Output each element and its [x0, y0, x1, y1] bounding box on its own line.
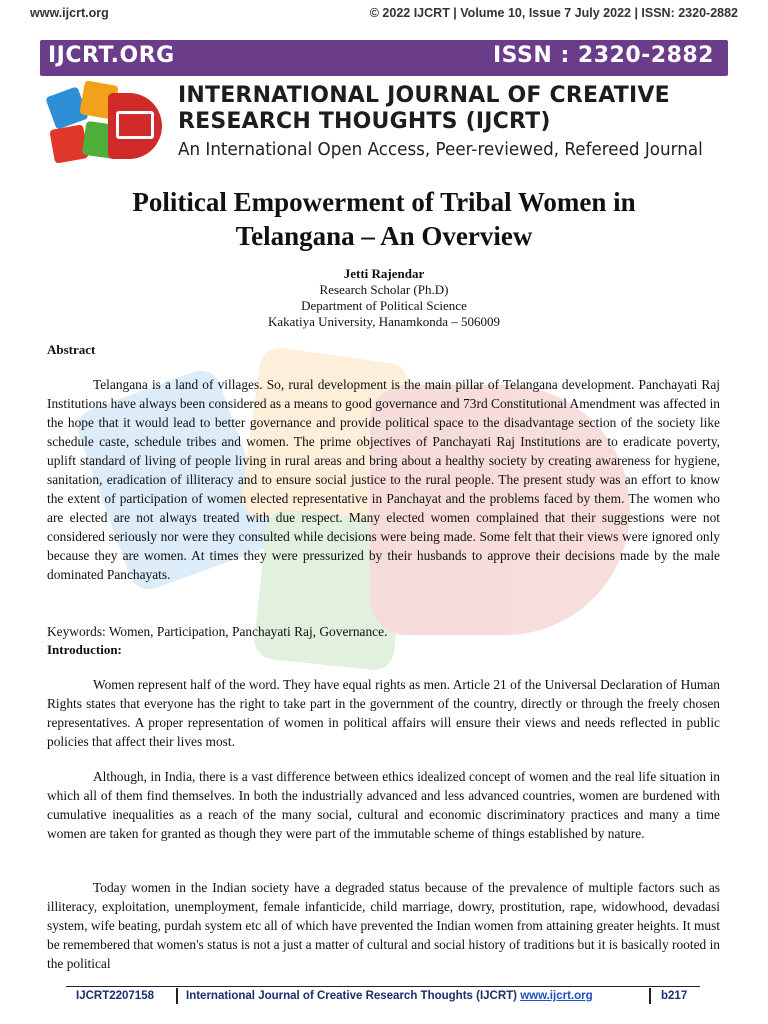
title-line1: Political Empowerment of Tribal Women in — [132, 187, 636, 217]
site-url[interactable]: www.ijcrt.org — [30, 6, 109, 20]
intro-heading: Introduction: — [47, 642, 122, 657]
author-department: Department of Political Science — [301, 298, 467, 313]
footer-rule — [66, 986, 700, 987]
journal-logo — [46, 83, 162, 167]
author-name: Jetti Rajendar — [343, 266, 425, 281]
author-role: Research Scholar (Ph.D) — [319, 282, 449, 297]
page-number: b217 — [661, 990, 688, 1002]
title-line2: Telangana – An Overview — [235, 221, 533, 251]
abstract-heading: Abstract — [47, 342, 96, 357]
issue-meta: © 2022 IJCRT | Volume 10, Issue 7 July 2022 | ISSN: 2320-2882 — [369, 6, 738, 20]
author-affiliation: Kakatiya University, Hanamkonda – 506009 — [267, 314, 501, 329]
footer-link[interactable]: www.ijcrt.org — [520, 990, 593, 1002]
paper-id: IJCRT2207158 — [76, 990, 154, 1002]
article-title — [60, 185, 708, 253]
journal-name — [178, 83, 738, 135]
author-block — [60, 266, 708, 330]
logo-book-icon — [116, 111, 154, 139]
paragraph-2: Although, in India, there is a vast difference between ethics idealized concept of women and the real life situation in which all of them find themselves. In both the industrially advanced and less advanced countries, women are burdened with cumulative inequalities as a reach of the many social, cultural and economic discriminatory practices and many a time women are taken for granted as though they were part of the immutable scheme of things established by nature. — [47, 769, 720, 841]
journal-name-line1: INTERNATIONAL JOURNAL OF CREATIVE — [178, 83, 670, 108]
paragraph-3: Today women in the Indian society have a degraded status because of the prevalence of multiple factors such as illiteracy, exploitation, unemployment, female infanticide, child marriage, dowry, prostitution, rape, widowhood, devadasi system, wife beating, purdah system etc all of which have prevented the Indian women from attaining greater heights. It must be remembered that women's status is not a just a matter of cultural and social history of traditions but it is basically rooted in the political — [47, 880, 720, 971]
abstract-text: Telangana is a land of villages. So, rural development is the main pillar of Telangana development. Panchayati Raj Institutions have always been considered as a means to good governance and 73rd Constitutional Amendment was affected in the hope that it would lead to better governance and provide political space to the disadvantage section of the society like schedule caste, schedule tribes and women. The prime objectives of Panchayati Raj Institutions are to eradicate poverty, uplift standard of living of people living in rural areas and bring about a healthy society by creating awareness for hygiene, sanitation, eradication of illiteracy and to ensure social justice to the rural people. The present study was an effort to know the extent of participation of women elected representative in Panchayat and the problems faced by them. The women who are elected are not always treated with due respect. Many elected women complained that their suggestions were not considered seriously nor were they consulted while decisions were being made. Some felt that their views were ignored only because they are women. At times they were pressurized by their husbands to approve their decisions made by the male dominated Panchayats. — [47, 377, 720, 582]
banner-issn: ISSN : 2320-2882 — [492, 43, 714, 68]
banner-site: IJCRT.ORG — [48, 43, 175, 68]
keywords: Keywords: Women, Participation, Panchayati Raj, Governance. — [47, 624, 388, 639]
running-header — [30, 6, 738, 24]
footer-journal — [186, 990, 593, 1002]
footer-separator — [176, 988, 178, 1004]
paragraph-1: Women represent half of the word. They have equal rights as men. Article 21 of the Universal Declaration of Human Rights states that everyone has the right to take part in the government of the country, directly or through the freely chosen representatives. A proper representation of women in political affairs will ensure their views and needs reflected in public policies that affect their lives most. — [47, 677, 720, 749]
journal-tagline: An International Open Access, Peer-reviewed, Refereed Journal — [178, 139, 703, 160]
page-footer — [66, 988, 700, 1006]
journal-name-line2: RESEARCH THOUGHTS (IJCRT) — [178, 109, 551, 134]
footer-journal-name: International Journal of Creative Research Thoughts (IJCRT) — [186, 990, 517, 1002]
footer-separator — [649, 988, 651, 1004]
journal-banner — [40, 40, 728, 76]
